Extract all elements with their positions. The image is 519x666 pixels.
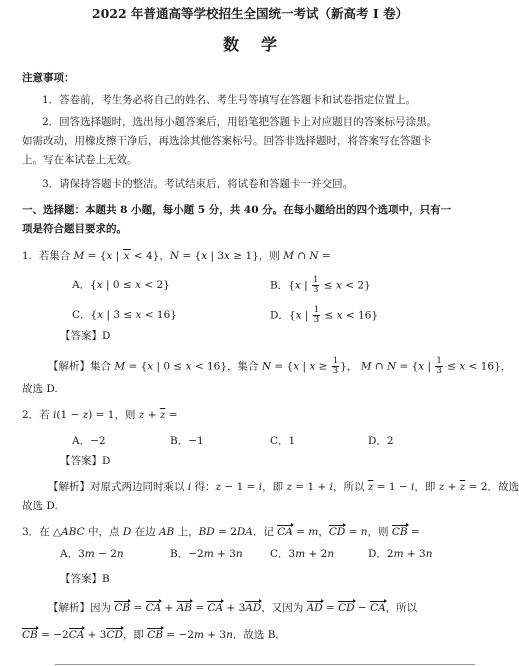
notice-item-2-line-1: 2．回答选择题时，选出每小题答案后，用铅笔把答题卡上对应题目的答案标号涂黑。 bbox=[42, 116, 438, 128]
q3-explanation: 【解析】因为 CB = CA + AB = CA + 3AD，又因为 AD = CD − CA，所以 bbox=[48, 602, 418, 614]
notice-item-3: 3．请保持答题卡的整洁。考试结束后，将试卷和答题卡一并交回。 bbox=[42, 178, 354, 190]
q1-explanation: 【解析】集合 M = {x | 0 ≤ x < 16}，集合 N = {x | x ≥ $\frac{1}{3}$ }， M ∩ N = {x | $\frac{1}{3}$ ≤ x < 16}， bbox=[48, 356, 512, 376]
q2-explanation-tail: 故选 D. bbox=[22, 500, 58, 512]
q3-option-d: D．2m + 3n bbox=[368, 548, 433, 560]
notice-item-2-line-2: 如需改动，用橡皮擦干净后，再选涂其他答案标号。回答非选择题时，将答案写在答题卡 bbox=[22, 135, 432, 147]
q3-option-c: C．3m + 2n bbox=[270, 548, 335, 560]
q3-stem: 3．在 △ABC 中，点 D 在边 AB 上，BD = 2DA．记 CA = m，CD = n，则 CB = bbox=[22, 526, 420, 538]
notice-item-1: 1．答卷前，考生务必将自己的姓名、考生号等填写在答题卡和试卷指定位置上。 bbox=[42, 94, 417, 106]
q1-option-b: B．{x | $\frac{1}{3}$ ≤ x < 2} bbox=[270, 275, 371, 295]
q2-option-a: A．−2 bbox=[72, 435, 106, 447]
q3-answer: 【答案】B bbox=[60, 573, 110, 585]
q1-explanation-tail: 故选 D. bbox=[22, 383, 58, 395]
q1-answer: 【答案】D bbox=[60, 330, 111, 342]
section-1-heading-line-2: 项是符合题目要求的。 bbox=[22, 223, 127, 235]
subject-title: 数学 bbox=[222, 35, 299, 54]
q1-option-d: D．{x | $\frac{1}{3}$ ≤ x < 16} bbox=[270, 305, 379, 325]
q1-number: 1. bbox=[22, 250, 33, 262]
q2-number: 2． bbox=[22, 409, 40, 421]
q2-answer: 【答案】D bbox=[60, 455, 111, 467]
q1-option-c: C．{x | 3 ≤ x < 16} bbox=[72, 309, 177, 321]
q2-option-c: C．1 bbox=[270, 435, 296, 447]
q3-option-b: B．−2m + 3n bbox=[170, 548, 243, 560]
q1-stem: 1. 若集合 M = {x | x < 4}，N = {x | 3x ≥ 1}，则 M ∩ N = bbox=[22, 250, 331, 262]
q2-option-b: B．−1 bbox=[170, 435, 204, 447]
q3-explanation-tail: CB = −2CA + 3CD，即 CB = −2m + 3n．故选 B． bbox=[22, 629, 286, 641]
page-bottom-rule bbox=[55, 664, 475, 665]
q2-option-d: D．2 bbox=[368, 435, 394, 447]
q2-explanation: 【解析】对原式两边同时乘以 i 得：z − 1 = i，即 z = 1 + i，所以 $\overline{z} = 1 - i$，即 $z + \overline{z} = 2$．故选 bbox=[48, 481, 519, 493]
q1-option-a: A．{x | 0 ≤ x < 2} bbox=[72, 279, 170, 291]
exam-title: 2022 年普通高等学校招生全国统一考试（新高考 I 卷） bbox=[91, 6, 409, 21]
q3-option-a: A．3m − 2n bbox=[60, 548, 124, 560]
q3-number: 3． bbox=[22, 526, 40, 538]
notice-heading: 注意事项： bbox=[22, 72, 75, 84]
notice-item-2-line-3: 上。写在本试卷上无效。 bbox=[22, 154, 138, 166]
q2-stem: 2．若 i(1 − z) = 1，则 $z + \overline{z}$ = bbox=[22, 409, 178, 421]
section-1-heading-line-1: 一、选择题：本题共 8 小题，每小题 5 分，共 40 分。在每小题给出的四个选项中，只有一 bbox=[22, 204, 452, 216]
